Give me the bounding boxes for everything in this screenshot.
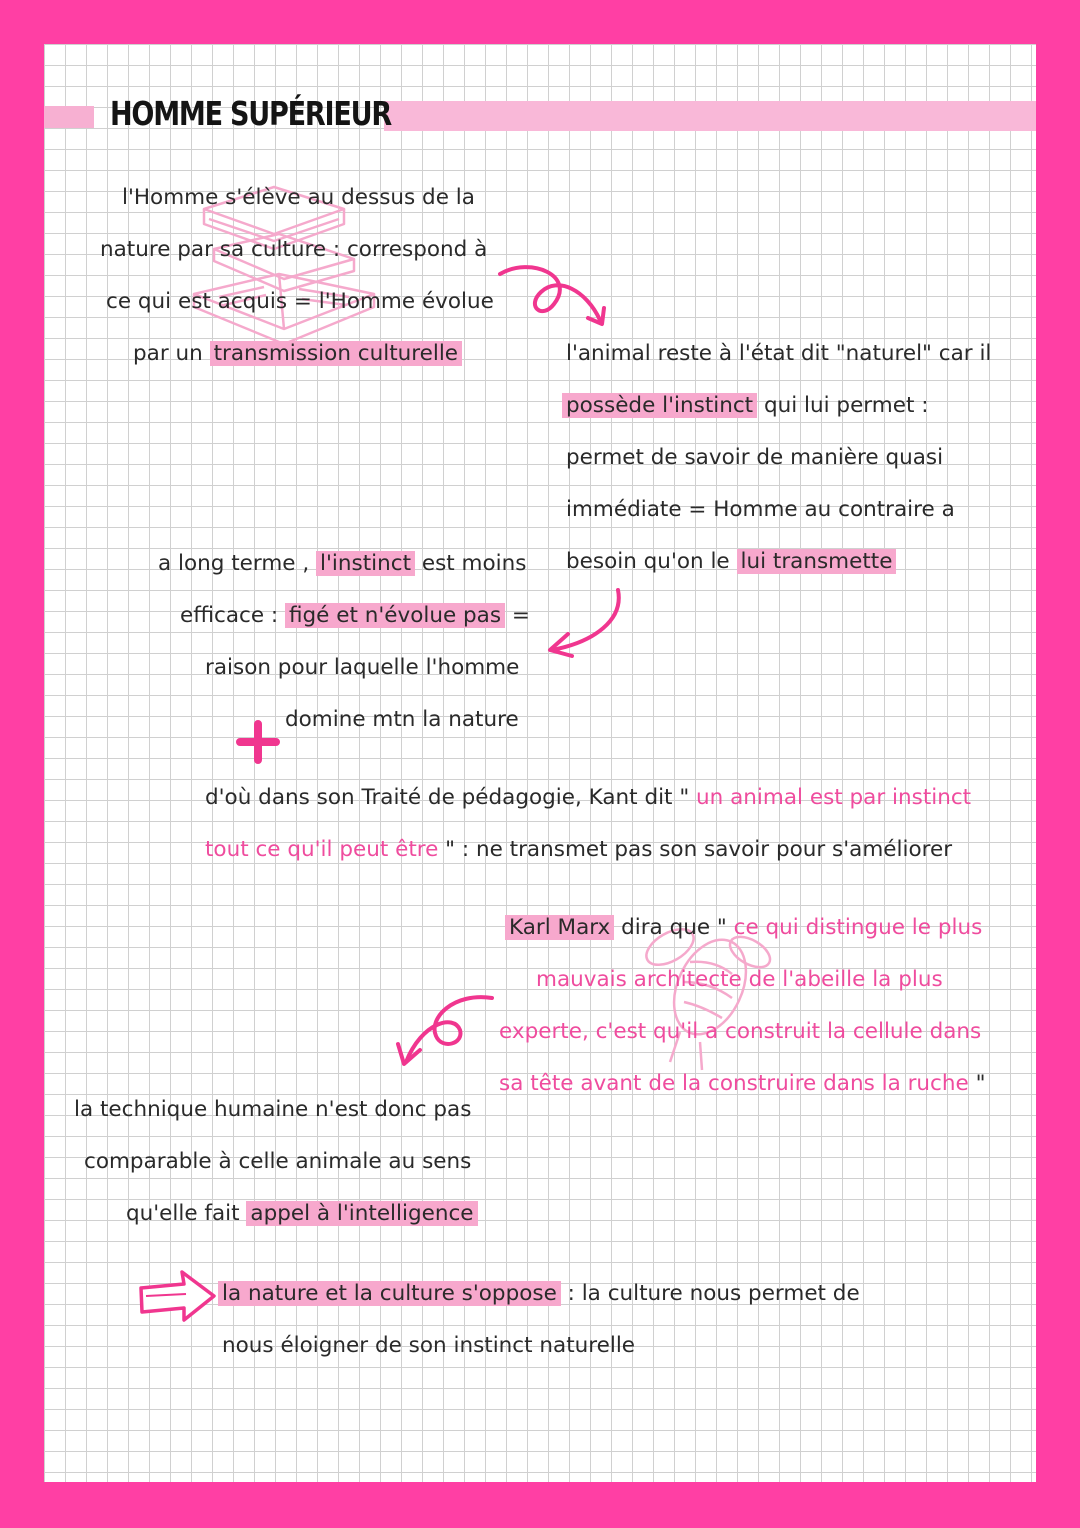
text-line (158, 550, 526, 578)
outline-arrow-right-icon (138, 1268, 218, 1324)
text-line: immédiate = Homme au contraire a (566, 497, 955, 522)
text-line (205, 836, 952, 864)
highlight-nature-culture: la nature et la culture s'oppose (218, 1281, 561, 1306)
text-line: comparable à celle animale au sens (84, 1149, 472, 1174)
curved-arrow-down-left-icon (542, 586, 632, 658)
text-line (218, 1280, 860, 1308)
text-line: l'Homme s'élève au dessus de la (122, 185, 475, 210)
marx-quote: mauvais architecte de l'abeille la plus (536, 967, 943, 992)
highlight-fige: figé et n'évolue pas (285, 603, 505, 628)
text-line (133, 340, 462, 368)
text-segment: dira que " (614, 915, 734, 940)
title-bar-accent-right (384, 101, 1036, 131)
text-line (499, 1070, 985, 1098)
text-line: nature par sa culture : correspond à (100, 237, 488, 262)
title-bar-accent-left (44, 106, 94, 128)
text-segment: = (505, 603, 530, 628)
text-segment: " : ne transmet pas son savoir pour s'améliorer (438, 837, 953, 862)
text-segment: qui lui permet : (757, 393, 929, 418)
text-line (566, 548, 896, 576)
kant-quote: un animal est par instinct (696, 785, 972, 810)
text-line: nous éloigner de son instinct naturelle (222, 1333, 636, 1358)
text-line: l'animal reste à l'état dit "naturel" car il (566, 341, 992, 366)
text-line: ce qui est acquis = l'Homme évolue (106, 289, 494, 314)
text-segment: qu'elle fait (126, 1201, 247, 1226)
page-title: HOMME SUPÉRIEUR (110, 94, 391, 133)
text-segment: a long terme , (158, 551, 317, 576)
text-line (505, 914, 982, 942)
curly-arrow-left-icon (394, 992, 498, 1072)
curly-arrow-right-icon (496, 262, 616, 332)
text-segment: est moins (415, 551, 527, 576)
text-line: domine mtn la nature (285, 707, 519, 732)
highlight-appel-intelligence: appel à l'intelligence (246, 1201, 477, 1226)
highlight-lui-transmette: lui transmette (737, 549, 897, 574)
text-line: raison pour laquelle l'homme (205, 655, 520, 680)
text-segment: besoin qu'on le (566, 549, 737, 574)
text-line (205, 784, 971, 812)
text-segment: " (968, 1071, 986, 1096)
highlight-instinct: l'instinct (316, 551, 415, 576)
text-segment: d'où dans son Traité de pédagogie, Kant dit " (205, 785, 697, 810)
text-segment: par un (133, 341, 210, 366)
text-segment: : la culture nous permet de (560, 1281, 860, 1306)
highlight-transmission-culturelle: transmission culturelle (210, 341, 462, 366)
marx-quote: experte, c'est qu'il a construit la cellule dans (499, 1019, 982, 1044)
kant-quote: tout ce qu'il peut être (205, 837, 439, 862)
text-line (180, 602, 530, 630)
plus-icon (236, 720, 280, 764)
text-line: permet de savoir de manière quasi (566, 445, 944, 470)
text-line (126, 1200, 478, 1228)
text-line: la technique humaine n'est donc pas (74, 1097, 472, 1122)
text-segment: efficace : (180, 603, 285, 628)
marx-quote: sa tête avant de la construire dans la ruche (499, 1071, 969, 1096)
grid-sheet (44, 44, 1036, 1482)
text-line (562, 392, 928, 420)
marx-quote: ce qui distingue le plus (733, 915, 983, 940)
highlight-karl-marx: Karl Marx (505, 915, 614, 940)
highlight-possede-instinct: possède l'instinct (562, 393, 757, 418)
